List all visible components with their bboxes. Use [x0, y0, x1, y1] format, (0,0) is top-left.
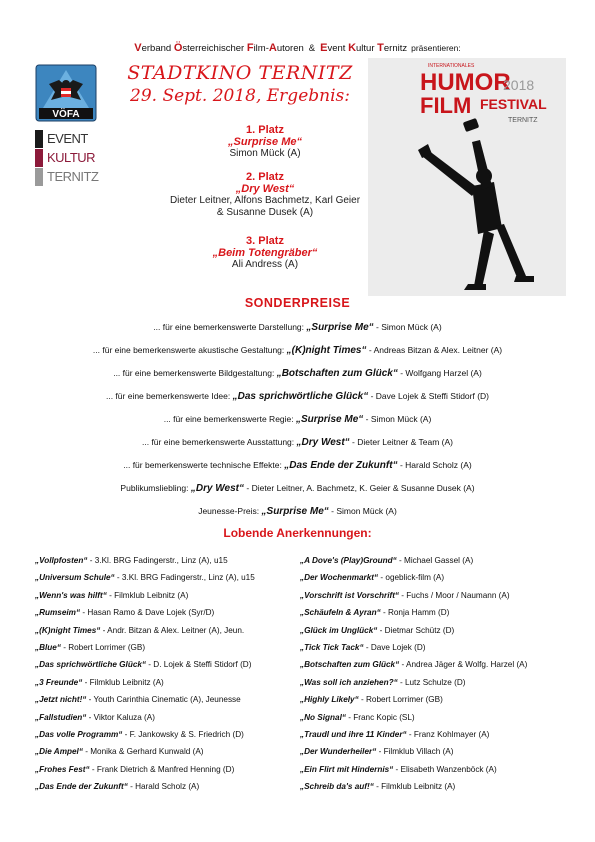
list-item [35, 587, 255, 604]
film-info: - Harald Scholz (A) [127, 782, 200, 792]
initial: A [268, 42, 277, 54]
prize-film: „Surprise Me“ [296, 414, 364, 425]
film-title: „Tick Tick Tack“ [300, 642, 364, 652]
special-prize-row [0, 437, 595, 448]
list-item [300, 709, 527, 726]
place-names: & Susanne Dusek (A) [216, 207, 314, 218]
poster-place: TERNITZ [508, 117, 538, 124]
place-names: Ali Andress (A) [231, 259, 299, 270]
poster-humor: HUMOR [420, 69, 511, 96]
film-title: „Blue“ [35, 642, 61, 652]
logo-block-grey [35, 168, 43, 186]
prize-film: „Dry West“ [190, 483, 245, 494]
film-info: - Filmklub Leibnitz (A) [373, 782, 456, 792]
film-title: „No Signal“ [300, 712, 346, 722]
film-title: „Fallstudien“ [35, 712, 87, 722]
list-item [300, 743, 527, 760]
film-info: - Monika & Gerhard Kunwald (A) [82, 747, 204, 757]
film-title: „Wenn's was hilft“ [35, 590, 107, 600]
film-title: „Rumseim“ [35, 608, 81, 618]
list-item [35, 552, 255, 569]
list-item [300, 639, 527, 656]
film-title: „(K)night Times“ [35, 625, 101, 635]
logo-word: EVENT [47, 131, 88, 146]
film-title: „3 Freunde“ [35, 677, 83, 687]
list-item [35, 622, 255, 639]
list-item [300, 569, 527, 586]
prize-category: Publikumsliebling: [120, 483, 189, 493]
prize-winner: - Dieter Leitner & Team (A) [349, 437, 453, 447]
film-info: - Frank Dietrich & Manfred Henning (D) [89, 764, 235, 774]
prize-category: ... für eine bemerkenswerte Bildgestaltung: [113, 368, 275, 378]
prize-film: „(K)night Times“ [286, 345, 367, 356]
initial: V [134, 42, 142, 54]
list-item [300, 552, 527, 569]
film-title: „Die Ampel“ [35, 747, 83, 757]
film-title: „Glück im Unglück“ [300, 625, 378, 635]
list-item [300, 691, 527, 708]
list-item [35, 656, 255, 673]
place-1 [150, 124, 380, 160]
film-info: - Lutz Schulze (D) [397, 677, 466, 687]
list-item [35, 761, 255, 778]
word: ernitz [383, 43, 408, 54]
prize-winner: - Harald Scholz (A) [397, 460, 472, 470]
event-kultur-logo [35, 130, 115, 188]
place-film: „Surprise Me“ [228, 136, 302, 148]
list-item [35, 569, 255, 586]
prize-film: „Das sprichwörtliche Glück“ [232, 391, 369, 402]
film-title: „A Dove's (Play)Ground“ [300, 556, 397, 565]
list-item [300, 656, 527, 673]
prize-category: ... für eine bemerkenswerte Idee: [105, 391, 231, 401]
vofa-logo-text: VÖFA [52, 109, 80, 120]
film-title: „Was soll ich anziehen?“ [300, 677, 398, 687]
list-item [35, 639, 255, 656]
film-title: „Der Wochenmarkt“ [300, 573, 379, 583]
prize-winner: - Simon Mück (A) [373, 322, 442, 332]
film-title: „Vorschrift ist Vorschrift“ [300, 590, 400, 600]
list-item [35, 709, 255, 726]
film-info: - Ronja Hamm (D) [380, 608, 450, 618]
film-info: - Viktor Kaluza (A) [86, 712, 155, 722]
sonderpreise-heading: SONDERPREISE [244, 296, 351, 310]
word: erband [141, 43, 174, 54]
film-info: - Robert Lorrimer (GB) [358, 695, 443, 705]
word: ilm- [253, 43, 269, 54]
list-item [35, 674, 255, 691]
film-title: „Das volle Programm“ [35, 729, 123, 739]
list-item [300, 622, 527, 639]
film-info: - 3.Kl. BRG Fadingerstr., Linz (A), u15 [114, 573, 255, 583]
film-info: - Andrea Jäger & Wolfg. Harzel (A) [399, 660, 528, 670]
film-info: - D. Lojek & Steffi Stidorf (D) [146, 660, 252, 670]
initial: Ö [173, 42, 183, 54]
film-title: „Das sprichwörtliche Glück“ [35, 660, 147, 670]
prize-winner: - Wolfgang Harzel (A) [397, 368, 482, 378]
film-info: - Franc Kopic (SL) [345, 712, 415, 722]
list-item [35, 726, 255, 743]
film-info: - Dietmar Schütz (D) [377, 625, 455, 635]
film-info: - Youth Carinthia Cinematic (A), Jeunesse [86, 695, 241, 705]
place-heading: 3. Platz [246, 235, 284, 247]
prize-category: ... für bemerkenswerte technische Effekte: [123, 460, 282, 470]
prize-winner: - Andreas Bitzan & Alex. Leitner (A) [366, 345, 503, 355]
place-names: Dieter Leitner, Alfons Bachmetz, Karl Geier [169, 195, 361, 206]
film-info: - Fuchs / Moor / Naumann (A) [399, 590, 510, 600]
film-title: „Frohes Fest“ [35, 764, 90, 774]
logo-word: KULTUR [47, 150, 96, 165]
page-subtitle: 29. Sept. 2018, Ergebnis: [130, 86, 350, 106]
list-item [300, 674, 527, 691]
anerkennungen-heading: Lobende Anerkennungen: [223, 526, 372, 540]
anerkennungen-right-column [300, 552, 527, 795]
special-prize-row [0, 414, 595, 425]
page-title: STADTKINO TERNITZ [127, 62, 353, 84]
film-title: „Traudl und ihre 11 Kinder“ [300, 729, 407, 739]
logo-word: TERNITZ [47, 169, 99, 184]
list-item [300, 778, 527, 795]
special-prize-row [0, 391, 595, 402]
film-title: „Schreib da's auf!“ [300, 782, 374, 792]
poster-festival: FESTIVAL [480, 96, 547, 112]
prize-film: „Botschaften zum Glück“ [276, 368, 398, 379]
initial: T [377, 42, 384, 54]
poster-film: FILM [420, 93, 472, 118]
initial: E [320, 42, 328, 54]
prize-winner: - Dave Lojek & Steffi Stidorf (D) [368, 391, 490, 401]
list-item [35, 604, 255, 621]
list-item [35, 778, 255, 795]
film-title: „Das Ende der Zukunft“ [35, 782, 128, 792]
list-item [35, 743, 255, 760]
special-prize-row [0, 483, 595, 494]
word: ultur [356, 43, 378, 54]
prize-film: „Surprise Me“ [261, 506, 329, 517]
anerkennungen-left-column [35, 552, 255, 795]
film-info: - Dave Lojek (D) [363, 642, 426, 652]
place-heading: 1. Platz [246, 124, 284, 136]
list-item [300, 604, 527, 621]
prize-film: „Das Ende der Zukunft“ [284, 460, 398, 471]
place-3 [150, 235, 380, 271]
prize-winner: - Dieter Leitner, A. Bachmetz, K. Geier & Susanne Dusek (A) [244, 483, 475, 493]
film-info: - Filmklub Leibnitz (A) [106, 590, 189, 600]
film-info: - Michael Gassel (A) [396, 556, 474, 565]
vofa-emblem-icon [35, 64, 97, 122]
film-title: „Universum Schule“ [35, 573, 115, 583]
initial: K [348, 42, 357, 54]
film-info: - F. Jankowsky & S. Friedrich (D) [122, 729, 244, 739]
kicking-man-icon [418, 118, 534, 290]
film-title: „Botschaften zum Glück“ [300, 660, 400, 670]
place-2 [150, 171, 380, 219]
film-info: - 3.Kl. BRG Fadingerstr., Linz (A), u15 [87, 556, 228, 565]
prize-category: ... für eine bemerkenswerte Ausstattung: [142, 437, 295, 447]
special-prize-row [0, 345, 595, 356]
film-info: - Hasan Ramo & Dave Lojek (Syr/D) [80, 608, 215, 618]
prize-winner: - Simon Mück (A) [363, 414, 432, 424]
word: utoren [276, 43, 304, 54]
poster-artwork [368, 58, 566, 296]
film-title: „Vollpfosten“ [35, 556, 88, 565]
logo-block-black [35, 130, 43, 148]
vofa-logo [35, 64, 97, 122]
film-info: - Elisabeth Wanzenböck (A) [393, 764, 497, 774]
film-title: „Highly Likely“ [300, 695, 359, 705]
prize-category: Jeunesse-Preis: [198, 506, 260, 516]
film-info: - Filmklub Leibnitz (A) [82, 677, 164, 687]
film-title: „Jetzt nicht!“ [35, 695, 87, 705]
special-prize-row [0, 506, 595, 517]
list-item [35, 691, 255, 708]
film-info: - Andr. Bitzan & Alex. Leitner (A), Jeun. [100, 625, 245, 635]
film-info: - Franz Kohlmayer (A) [406, 729, 490, 739]
prize-film: „Surprise Me“ [306, 322, 374, 333]
presents-text: präsentieren: [411, 43, 461, 53]
poster-year: 2018 [503, 77, 535, 93]
logo-block-red [35, 149, 43, 167]
place-names: Simon Mück (A) [229, 148, 301, 159]
prize-category: ... für eine bemerkenswerte Regie: [163, 414, 294, 424]
ampersand: & [308, 43, 316, 54]
header-line [0, 42, 595, 54]
place-film: „Dry West“ [235, 183, 295, 195]
list-item [300, 726, 527, 743]
film-info: - ogeblick-film (A) [378, 573, 445, 583]
film-title: „Schäufeln & Ayran“ [300, 608, 381, 618]
word: sterreichischer [182, 43, 247, 54]
prize-category: ... für eine bemerkenswerte akustische Gestaltung: [92, 345, 285, 355]
prize-film: „Dry West“ [296, 437, 350, 448]
poster-small-text: INTERNATIONALES [428, 63, 475, 69]
list-item [300, 587, 527, 604]
special-prize-row [0, 322, 595, 333]
place-film: „Beim Totengräber“ [212, 247, 318, 259]
film-title: „Der Wunderheiler“ [300, 747, 377, 757]
festival-poster [368, 58, 566, 296]
prize-category: ... für eine bemerkenswerte Darstellung: [153, 322, 305, 332]
special-prize-row [0, 460, 595, 471]
special-prize-row [0, 368, 595, 379]
prize-winner: - Simon Mück (A) [328, 506, 397, 516]
film-info: - Filmklub Villach (A) [376, 747, 454, 757]
film-info: - Robert Lorrimer (GB) [60, 642, 146, 652]
place-heading: 2. Platz [246, 171, 284, 183]
initial: F [246, 42, 254, 54]
film-title: „Ein Flirt mit Hindernis“ [300, 764, 394, 774]
list-item [300, 761, 527, 778]
word: vent [327, 43, 349, 54]
